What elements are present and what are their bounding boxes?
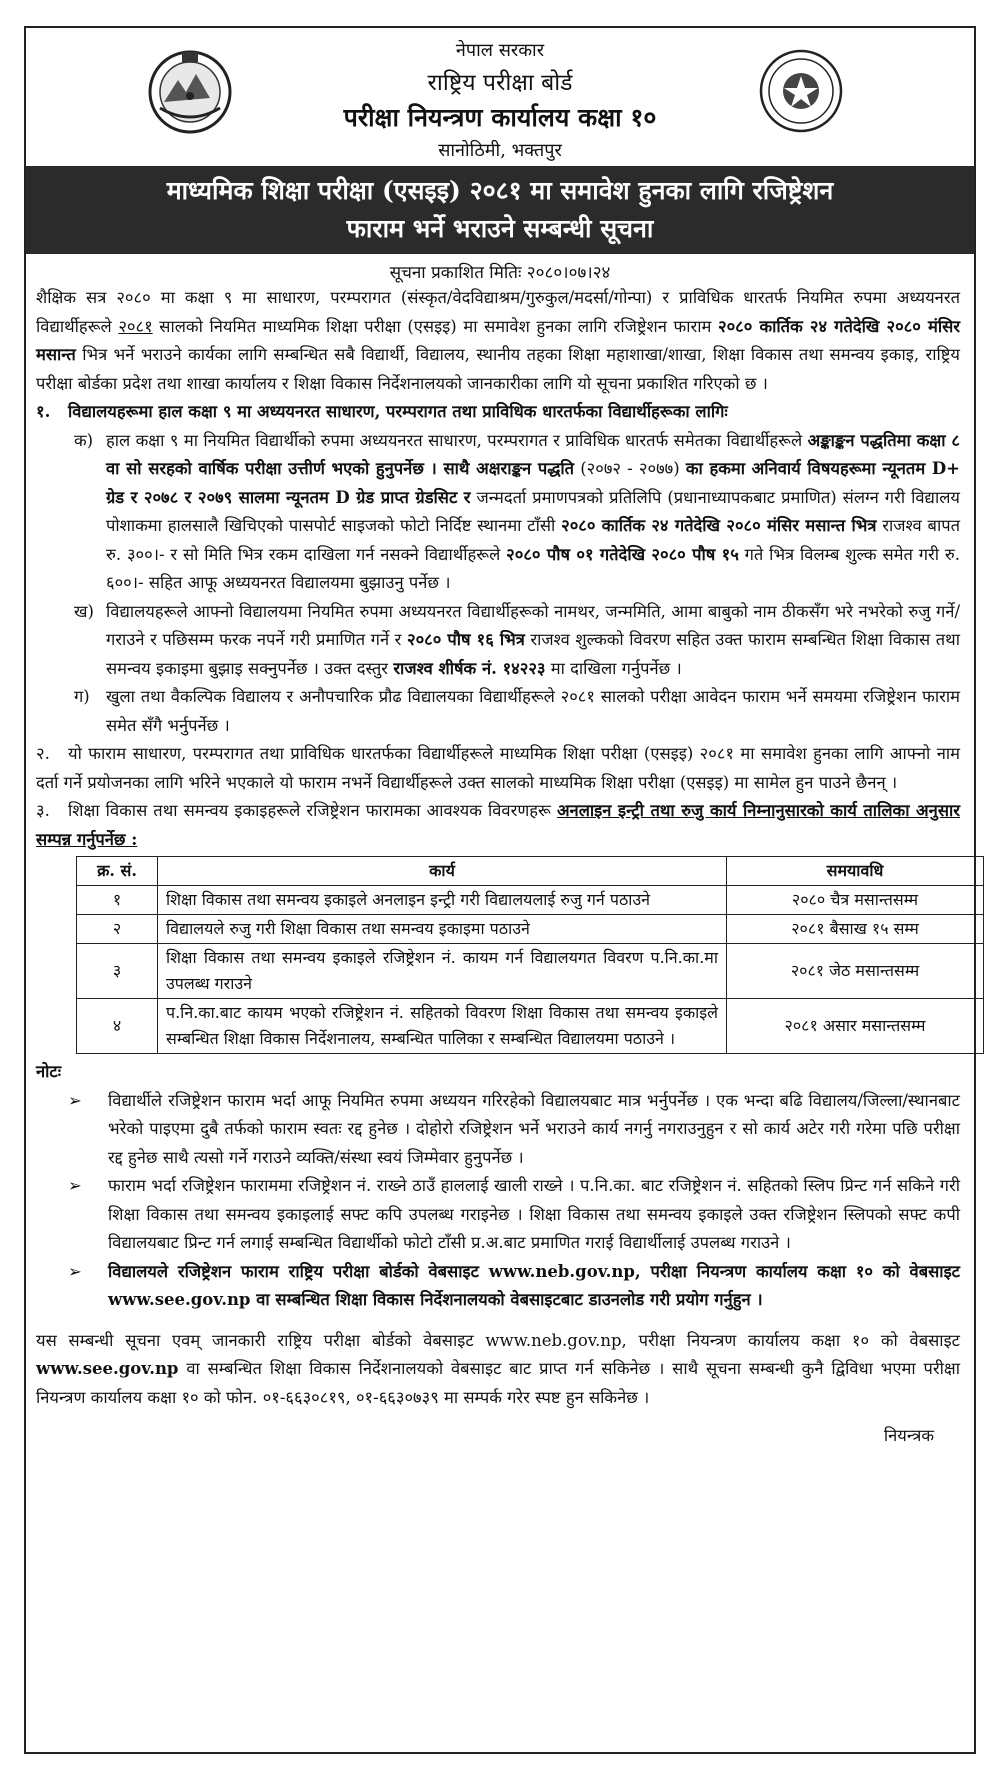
sub-point-label: क): [74, 430, 94, 450]
sub-point-kha: [36, 598, 960, 684]
sub-point-label: ग): [74, 687, 90, 706]
sub-point-text: विद्यालयहरूले आफ्नो विद्यालयमा नियमित रुपमा अध्ययनरत विद्यार्थीहरूको नामथर, जन्ममिति, आमा बाबुको नाम ठीकसँग भरे नभरेको रुजु गर्ने/गराउने र पछिसम्म फरक नपर्ने गरी प्रमाणित गर्ने र: [106, 601, 960, 649]
closing-text: यस सम्बन्धी सूचना एवम् जानकारी राष्ट्रिय परीक्षा बोर्डको वेबसाइट www.neb.gov.np, परीक्षा नियन्त्रण कार्यालय कक्षा १० को वेबसाइट: [36, 1330, 960, 1350]
sub-point-bold: २०८० पौष ०१ गतेदेखि २०८० पौष १५: [506, 544, 739, 564]
table-row: [77, 886, 984, 915]
intro-text: शैक्षिक सत्र २०८० मा कक्षा ९ मा साधारण, परम्परागत (संस्कृत/वेदविद्याश्रम/गुरुकुल/मदर्सा/गोन्पा) र प्राविधिक धारतर्फ नियमित रुपमा अध्ययनरत विद्यार्थीहरूले: [36, 288, 960, 336]
intro-text: भित्र भर्ने भराउने कार्यका लागि सम्बन्धित सबै विद्यार्थी, विद्यालय, स्थानीय तहका शिक्षा महाशाखा/शाखा, शिक्षा विकास तथा समन्वय इकाइ, राष्ट्रिय परीक्षा बोर्डका प्रदेश तथा शाखा कार्यालय र शिक्षा विकास निर्देशनालयको जानकारीका लागि यो सूचना प्रकाशित गरिएको छ ।: [36, 345, 960, 393]
row-deadline: २०८१ असार मसान्तसम्म: [727, 999, 984, 1054]
office-location: सानोठिमी, भक्तपुर: [438, 140, 562, 161]
closing-paragraph: [36, 1327, 960, 1413]
sub-point-text: गते भित्र विलम्ब शुल्क समेत गरी रु. ६००।- सहित आफू अध्ययनरत विद्यालयमा बुझाउनु पर्नेछ ।: [106, 544, 960, 592]
row-task: शिक्षा विकास तथा समन्वय इकाइले अनलाइन इन्ट्री गरी विद्यालयलाई रुजु गर्न पठाउने: [158, 886, 727, 915]
point-1-heading: [36, 398, 960, 427]
intro-text: सालको नियमित माध्यमिक शिक्षा परीक्षा (एसइइ) मा समावेश हुनका लागि रजिष्ट्रेशन फाराम: [152, 316, 718, 336]
closing-website: www.see.gov.np: [36, 1359, 179, 1378]
intro-deadline: २०८० कार्तिक २४ गतेदेखि २०८० मंसिर मसान्त: [36, 316, 960, 364]
row-number: ३: [77, 944, 158, 999]
office-name: परीक्षा नियन्त्रण कार्यालय कक्षा १०: [343, 103, 657, 132]
nepal-emblem-icon: [144, 46, 236, 136]
sub-point-text: राजश्व बापत रु. ३००।- र सो मिति भित्र रकम दाखिला गर्न नसक्ने विद्यार्थीहरूले: [106, 516, 961, 564]
sub-point-text: मा दाखिला गर्नुपर्नेछ ।: [545, 658, 682, 678]
note-text: विद्यालयले रजिष्ट्रेशन फाराम राष्ट्रिय परीक्षा बोर्डको वेबसाइट www.neb.gov.np, परीक्षा नियन्त्रण कार्यालय कक्षा १० को वेबसाइट www.see.gov.np वा सम्बन्धित शिक्षा विकास निर्देशनालयको वेबसाइटबाट डाउनलोड गरी प्रयोग गर्नुहुन ।: [108, 1261, 960, 1309]
arrow-bullet-icon: ➢: [68, 1176, 82, 1195]
table-header-row: [77, 857, 984, 886]
notice-title-line2: फाराम भर्ने भराउने सम्बन्धी सूचना: [346, 214, 654, 243]
point-2-text: यो फाराम साधारण, परम्परागत तथा प्राविधिक धारतर्फका विद्यार्थीहरूले माध्यमिक शिक्षा परीक्षा (एसइइ) २०८१ मा समावेश हुनका लागि आफ्नो नाम दर्ता गर्ने प्रयोजनका लागि भरिने भएकाले यो फाराम नभर्ने विद्यार्थीहरूले उक्त सालको माध्यमिक शिक्षा परीक्षा (एसइइ) मा सामेल हुन पाउने छैनन् ।: [36, 744, 960, 792]
closing-text: वा सम्बन्धित शिक्षा विकास निर्देशनालयको वेबसाइट बाट प्राप्त गर्न सकिनेछ । साथै सूचना सम्बन्धी कुनै द्विविधा भएमा परीक्षा नियन्त्रण कार्यालय कक्षा १० को फोन. ०१-६६३०८१९, ०१-६६३०७३९ मा सम्पर्क गरेर स्पष्ट हुन सकिनेछ ।: [36, 1359, 960, 1407]
note-text: विद्यार्थीले रजिष्ट्रेशन फाराम भर्दा आफू नियमित रुपमा अध्ययन गरिरहेको विद्यालयबाट मात्र भर्नुपर्नेछ । एक भन्दा बढि विद्यालय/जिल्ला/स्थानबाट भरेको पाइएमा दुबै तर्फको फाराम स्वतः रद्द हुनेछ । दोहोरो रजिष्ट्रेशन भर्ने भराउने कार्य नगर्नु नगराउनुहुन र सो कार्य अटेर गरी गरेमा पछि परीक्षा रद्द हुनेछ साथै त्यसो गर्ने गराउने व्यक्ति/संस्था स्वयं जिम्मेवार हुनुपर्नेछ ।: [108, 1090, 960, 1167]
note-bullet-3: [36, 1258, 960, 1315]
table-row: [77, 944, 984, 999]
arrow-bullet-icon: ➢: [68, 1090, 82, 1110]
schedule-table: [76, 856, 984, 1054]
sub-point-bold: २०८० कार्तिक २४ गतेदेखि २०८० मंसिर मसान्त भित्र: [561, 516, 877, 535]
notice-title-line1: माध्यमिक शिक्षा परीक्षा (एसइइ) २०८१ मा समावेश हुनका लागि रजिष्ट्रेशन: [166, 176, 834, 205]
sub-point-ka: [36, 427, 960, 598]
signature: नियन्त्रक: [883, 1426, 934, 1445]
sub-point-text: (२०७२ - २०७७): [574, 459, 686, 478]
row-deadline: २०८१ बैसाख १५ सम्म: [727, 915, 984, 944]
board-name: राष्ट्रिय परीक्षा बोर्ड: [427, 70, 573, 96]
row-task: शिक्षा विकास तथा समन्वय इकाइले रजिष्ट्रेशन नं. कायम गर्न विद्यालयगत विवरण प.नि.का.मा उपलब्ध गराउने: [158, 944, 727, 999]
sub-point-bold: २०८० पौष १६ भित्र: [407, 630, 525, 649]
notice-title-banner: [26, 166, 974, 254]
note-bullet-1: [36, 1087, 960, 1173]
board-seal-icon: [758, 48, 844, 134]
point-number: ३.: [36, 801, 50, 820]
sub-point-ga: [36, 683, 960, 740]
point-1-title: विद्यालयहरूमा हाल कक्षा ९ मा अध्ययनरत साधारण, परम्परागत तथा प्राविधिक धारतर्फका विद्यार्थीहरूका लागिः: [68, 402, 728, 421]
point-number: १.: [36, 402, 51, 421]
sub-point-bold: का हकमा अनिवार्य विषयहरूमा न्यूनतम D+ ग्रेड र २०७८ र २०७९ सालमा न्यूनतम D ग्रेड प्राप्त ग्रेडसिट र: [106, 459, 960, 507]
notice-body: [36, 284, 960, 1451]
sub-point-text: राजश्व शुल्कको विवरण सहित उक्त फाराम सम्बन्धित शिक्षा विकास तथा समन्वय इकाइमा बुझाइ सक्नुपर्नेछ । उक्त दस्तुर: [106, 630, 960, 678]
row-task: विद्यालयले रुजु गरी शिक्षा विकास तथा समन्वय इकाइमा पठाउने: [158, 915, 727, 944]
column-header: क्र. सं.: [77, 857, 158, 886]
sub-point-text: जन्मदर्ता प्रमाणपत्रको प्रतिलिपि (प्रधानाध्यापकबाट प्रमाणित) संलग्न गरी विद्यालय पोशाकमा हालसालै खिचिएको पासपोर्ट साइजको फोटो निर्दिष्ट स्थानमा टाँसी: [106, 487, 960, 535]
column-header: कार्य: [158, 857, 727, 886]
point-3: [36, 797, 960, 854]
row-number: ४: [77, 999, 158, 1054]
point-number: २.: [36, 744, 50, 763]
point-2: [36, 740, 960, 797]
note-label: नोटः: [36, 1062, 62, 1081]
govt-name: नेपाल सरकार: [455, 40, 545, 61]
point-3-emphasis: अनलाइन इन्ट्री तथा रुजु कार्य निम्नानुसारको कार्य तालिका अनुसार सम्पन्न गर्नुपर्नेछ :: [36, 801, 960, 849]
row-deadline: २०८१ जेठ मसान्तसम्म: [727, 944, 984, 999]
sub-point-label: ख): [74, 601, 94, 621]
row-deadline: २०८० चैत्र मसान्तसम्म: [727, 886, 984, 915]
table-row: [77, 915, 984, 944]
arrow-bullet-icon: ➢: [68, 1261, 82, 1281]
sub-point-bold: अङ्काङ्कन पद्धतिमा कक्षा ८ वा सो सरहको वार्षिक परीक्षा उत्तीर्ण भएको हुनुपर्नेछ । साथै अक्षराङ्कन पद्धति: [106, 430, 960, 478]
column-header: समयावधि: [727, 857, 984, 886]
sub-point-text: हाल कक्षा ९ मा नियमित विद्यार्थीको रुपमा अध्ययनरत साधारण, परम्परागत र प्राविधिक धारतर्फ समेतका विद्यार्थीहरूले: [106, 430, 808, 450]
row-task: प.नि.का.बाट कायम भएको रजिष्ट्रेशन नं. सहितको विवरण शिक्षा विकास तथा समन्वय इकाइले सम्बन्धित शिक्षा विकास निर्देशनालय, सम्बन्धित पालिका र सम्बन्धित विद्यालयमा पठाउने ।: [158, 999, 727, 1054]
row-number: २: [77, 915, 158, 944]
sub-point-bold: राजश्व शीर्षक नं. १४२२३: [393, 658, 546, 678]
published-date: सूचना प्रकाशित मितिः २०८०।०७।२४: [389, 263, 611, 283]
sub-point-text: खुला तथा वैकल्पिक विद्यालय र अनौपचारिक प्रौढ विद्यालयका विद्यार्थीहरूले २०८१ सालको परीक्षा आवेदन फाराम भर्ने समयमा रजिष्ट्रेशन फाराम समेत सँगै भर्नुपर्नेछ ।: [106, 687, 960, 735]
notice-frame: [24, 26, 976, 1754]
intro-paragraph: [36, 284, 960, 398]
note-bullet-2: [36, 1172, 960, 1258]
note-text: फाराम भर्दा रजिष्ट्रेशन फाराममा रजिष्ट्रेशन नं. राख्ने ठाउँ हाललाई खाली राख्ने । प.नि.का. बाट रजिष्ट्रेशन नं. सहितको स्लिप प्रिन्ट गर्न सकिने गरी शिक्षा विकास तथा समन्वय इकाइलाई सफ्ट कपि उपलब्ध गराइनेछ । शिक्षा विकास तथा समन्वय इकाइले उक्त रजिष्ट्रेशन स्लिपको सफ्ट कपी विद्यालयबाट प्रिन्ट गर्न लगाई सम्बन्धित विद्यार्थीको फोटो टाँसी प्र.अ.बाट प्रमाणित गराई विद्यार्थीलाई उपलब्ध गराउने ।: [108, 1176, 960, 1252]
header: [26, 28, 974, 166]
table-row: [77, 999, 984, 1054]
point-3-text: शिक्षा विकास तथा समन्वय इकाइहरूले रजिष्ट्रेशन फारामका आवश्यक विवरणहरू: [68, 801, 557, 820]
intro-year: २०८१: [118, 316, 153, 336]
row-number: १: [77, 886, 158, 915]
